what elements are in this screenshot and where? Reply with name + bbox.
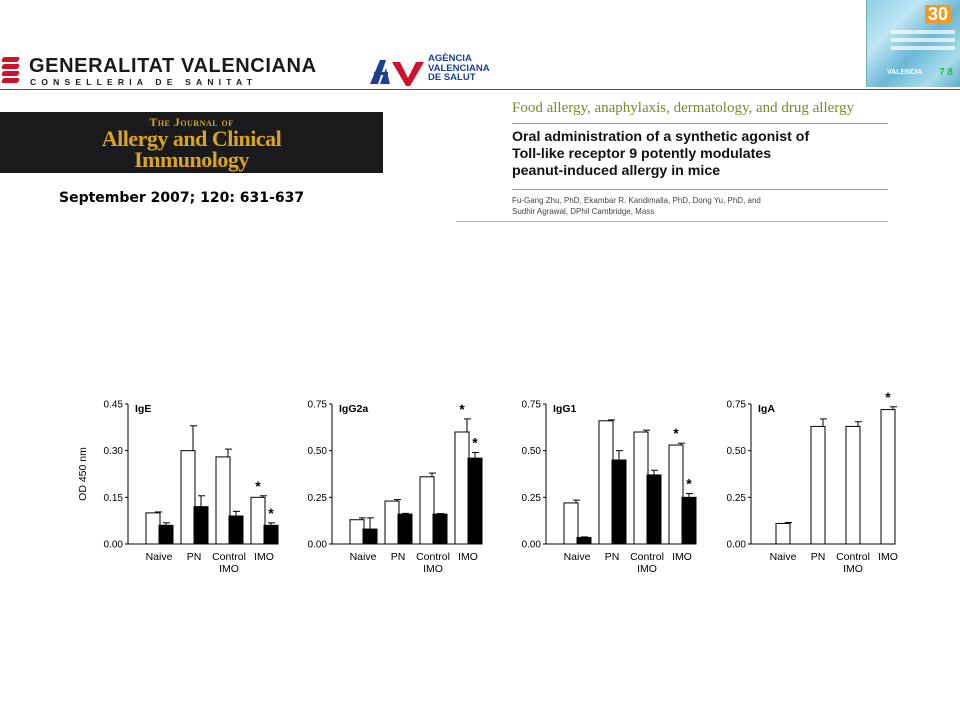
significance-star: * bbox=[673, 425, 679, 442]
citation: September 2007; 120: 631-637 bbox=[59, 190, 305, 206]
x-tick-label: PN bbox=[604, 551, 620, 563]
avs-line-2: VALENCIANA bbox=[428, 62, 490, 74]
x-tick-label: PN bbox=[186, 551, 202, 563]
bar-filled bbox=[264, 525, 278, 544]
avs-text bbox=[428, 54, 490, 83]
x-tick-label: Control bbox=[630, 551, 664, 563]
y-tick-label: 0.45 bbox=[103, 399, 123, 411]
bar-open bbox=[634, 432, 648, 544]
article-section: Food allergy, anaphylaxis, dermatology, and drug allergy bbox=[512, 100, 855, 116]
avs-line-3: DE SALUT bbox=[428, 72, 476, 83]
x-tick-label: IMO bbox=[458, 551, 478, 563]
bar-open bbox=[455, 432, 469, 544]
journal-banner bbox=[0, 112, 383, 173]
x-tick-label: Control bbox=[212, 551, 246, 563]
x-tick-label: IMO bbox=[219, 563, 239, 575]
article-header bbox=[456, 92, 888, 222]
bar-open bbox=[776, 523, 790, 544]
bar-open bbox=[350, 520, 364, 544]
bar-open bbox=[146, 513, 160, 544]
bar-filled bbox=[682, 497, 696, 544]
bar-filled bbox=[363, 529, 377, 544]
chart-iga bbox=[727, 389, 898, 575]
bar-open bbox=[420, 477, 434, 544]
bar-open bbox=[811, 426, 825, 544]
x-tick-label: IMO bbox=[843, 563, 863, 575]
header-divider bbox=[0, 89, 960, 90]
bar-open bbox=[564, 503, 578, 544]
generalitat-valenciana-logo bbox=[0, 54, 317, 90]
bar-filled bbox=[194, 507, 208, 544]
badge-footer: VALENCIA bbox=[887, 69, 923, 76]
x-tick-label: Control bbox=[836, 551, 870, 563]
significance-star: * bbox=[885, 388, 891, 405]
y-tick-label: 0.50 bbox=[521, 446, 541, 458]
y-tick-label: 0.25 bbox=[307, 492, 327, 504]
y-tick-label: 0.00 bbox=[726, 539, 746, 551]
chart-title: IgG2a bbox=[339, 403, 369, 415]
x-tick-label: IMO bbox=[254, 551, 274, 563]
y-tick-label: 0.25 bbox=[726, 492, 746, 504]
chart-igg2a bbox=[308, 400, 482, 576]
y-tick-label: 0.75 bbox=[726, 399, 746, 411]
x-tick-label: Naive bbox=[349, 551, 377, 563]
y-tick-label: 0.00 bbox=[103, 539, 123, 551]
bar-open bbox=[181, 451, 195, 544]
bar-filled bbox=[647, 475, 661, 544]
y-tick-label: 0.30 bbox=[103, 446, 123, 458]
significance-star: * bbox=[686, 475, 692, 492]
significance-star: * bbox=[255, 477, 261, 494]
significance-star: * bbox=[459, 400, 465, 417]
avs-mark-icon bbox=[370, 56, 426, 86]
chart-ige bbox=[77, 400, 278, 576]
generalitat-emblem-icon bbox=[0, 56, 22, 86]
bar-open bbox=[599, 421, 613, 544]
x-tick-label: PN bbox=[810, 551, 826, 563]
journal-line-3: Immunology bbox=[134, 147, 249, 172]
chart-title: IgE bbox=[135, 403, 152, 415]
significance-star: * bbox=[268, 504, 274, 521]
y-axis-label: OD 450 nm bbox=[77, 447, 89, 501]
bar-filled bbox=[612, 460, 626, 544]
bar-open bbox=[385, 501, 399, 544]
charts-svg bbox=[62, 388, 910, 592]
x-tick-label: Naive bbox=[145, 551, 173, 563]
x-tick-label: Naive bbox=[769, 551, 797, 563]
article-title: Oral administration of a synthetic agonist of Toll-like receptor 9 potently modulates peanut-induced allergy in mice bbox=[512, 129, 810, 179]
bar-filled bbox=[229, 516, 243, 544]
y-tick-label: 0.50 bbox=[307, 446, 327, 458]
y-tick-label: 0.15 bbox=[103, 492, 123, 504]
bar-filled bbox=[433, 514, 447, 544]
x-tick-label: PN bbox=[390, 551, 406, 563]
badge-footer-num: 7 8 bbox=[939, 67, 953, 78]
y-tick-label: 0.75 bbox=[307, 399, 327, 411]
bar-open bbox=[846, 426, 860, 544]
bar-open bbox=[881, 410, 895, 544]
conselleria-subtitle: CONSELLERIA DE SANITAT bbox=[30, 77, 258, 87]
bar-open bbox=[251, 497, 265, 544]
bar-filled bbox=[577, 537, 591, 544]
y-tick-label: 0.75 bbox=[521, 399, 541, 411]
agencia-valenciana-salut-logo bbox=[370, 54, 540, 88]
bar-filled bbox=[159, 525, 173, 544]
badge-number: 30 bbox=[925, 5, 951, 23]
congress-badge bbox=[866, 0, 960, 87]
x-tick-label: IMO bbox=[637, 563, 657, 575]
article-rule-top bbox=[512, 123, 888, 124]
generalitat-title: GENERALITAT VALENCIANA bbox=[29, 55, 317, 77]
badge-line-3 bbox=[891, 46, 955, 50]
bar-filled bbox=[398, 514, 412, 544]
chart-title: IgA bbox=[758, 403, 775, 415]
y-tick-label: 0.00 bbox=[521, 539, 541, 551]
article-authors: Fu-Gang Zhu, PhD, Ekambar R. Kandimalla, PhD, Dong Yu, PhD, and Sudhir Agrawal, DPhil Cambridge, Mass bbox=[512, 196, 761, 216]
journal-line-2: Allergy and Clinical bbox=[101, 126, 282, 151]
y-tick-label: 0.25 bbox=[521, 492, 541, 504]
bar-open bbox=[216, 457, 230, 544]
journal-line-1: The Journal of bbox=[149, 115, 234, 129]
x-tick-label: IMO bbox=[878, 551, 898, 563]
y-tick-label: 0.50 bbox=[726, 446, 746, 458]
x-tick-label: IMO bbox=[423, 563, 443, 575]
badge-line-1 bbox=[891, 30, 955, 34]
x-tick-label: Naive bbox=[563, 551, 591, 563]
article-rule-bottom bbox=[456, 221, 888, 222]
significance-star: * bbox=[472, 434, 478, 451]
avs-line-1: AGÈNCIA bbox=[428, 53, 472, 64]
article-rule-middle bbox=[512, 189, 888, 190]
bar-filled bbox=[468, 458, 482, 544]
bar-open bbox=[669, 445, 683, 544]
chart-igg1 bbox=[522, 400, 696, 576]
badge-line-2 bbox=[891, 38, 955, 42]
x-tick-label: IMO bbox=[672, 551, 692, 563]
chart-title: IgG1 bbox=[553, 403, 577, 415]
x-tick-label: Control bbox=[416, 551, 450, 563]
y-tick-label: 0.00 bbox=[307, 539, 327, 551]
charts-panel bbox=[62, 388, 910, 592]
